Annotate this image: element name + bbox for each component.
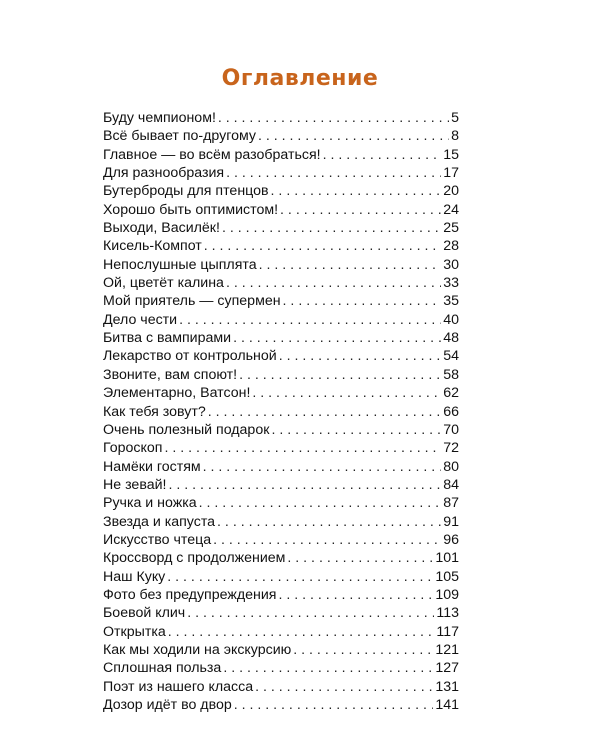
toc-entry-title: Бутерброды для птенцов	[103, 183, 269, 200]
toc-entry	[103, 347, 459, 365]
toc-entry-title: Гороскоп	[103, 440, 163, 457]
dot-leader	[168, 476, 441, 494]
toc-entry	[103, 568, 459, 586]
toc-entry-title: Намёки гостям	[103, 458, 201, 475]
dot-leader	[167, 568, 433, 586]
toc-entry-page-number: 66	[443, 403, 459, 420]
toc-entry-title: Непослушные цыплята	[103, 256, 257, 273]
toc-entry	[103, 476, 459, 494]
dot-leader	[255, 678, 433, 696]
toc-entry-title: Очень полезный подарок	[103, 421, 270, 438]
page-title: Оглавление	[221, 66, 379, 91]
toc-entry-page-number: 17	[443, 165, 459, 182]
dot-leader	[287, 549, 433, 567]
dot-leader	[226, 164, 441, 182]
toc-entry-page-number: 48	[443, 330, 459, 347]
toc-entry-title: Дозор идёт во двор	[103, 697, 232, 713]
dot-leader	[280, 201, 441, 219]
toc-entry-page-number: 109	[435, 586, 459, 603]
toc-entry-page-number: 80	[443, 458, 459, 475]
toc-entry	[103, 623, 459, 641]
dot-leader	[208, 403, 441, 421]
dot-leader	[218, 109, 449, 127]
toc-entry	[103, 439, 459, 457]
toc-entry	[103, 256, 459, 274]
toc-entry-title: Звезда и капуста	[103, 513, 216, 530]
dot-leader	[223, 659, 433, 677]
toc-entry-title: Кисель-Компот	[103, 238, 202, 255]
toc-entry-page-number: 101	[435, 550, 459, 567]
toc-entry-page-number: 30	[443, 256, 459, 273]
toc-entry-title: Ручка и ножка	[103, 495, 197, 512]
toc-entry	[103, 109, 459, 127]
dot-leader	[239, 366, 441, 384]
dot-leader	[279, 347, 442, 365]
dot-leader	[271, 182, 442, 200]
toc-entry-page-number: 40	[443, 311, 459, 328]
dot-leader	[271, 421, 441, 439]
toc-entry	[103, 201, 459, 219]
dot-leader	[168, 623, 435, 641]
toc-entry	[103, 182, 459, 200]
toc-entry-page-number: 91	[443, 513, 459, 530]
dot-leader	[234, 696, 434, 714]
dot-leader	[323, 146, 442, 164]
toc-entry-page-number: 127	[435, 660, 459, 677]
toc-entry	[103, 513, 459, 531]
dot-leader	[187, 604, 434, 622]
toc-entry-title: Как тебя зовут?	[103, 403, 206, 420]
toc-entry-title: Искусство чтеца	[103, 531, 212, 548]
toc-entry	[103, 421, 459, 439]
toc-entry	[103, 366, 459, 384]
toc-entry-page-number: 25	[443, 220, 459, 237]
toc-entry-page-number: 20	[443, 183, 459, 200]
toc-entry-page-number: 28	[443, 238, 459, 255]
toc-entry-title: Всё бывает по-другому	[103, 128, 256, 145]
dot-leader	[233, 329, 441, 347]
toc-entry-title: Выходи, Василёк!	[103, 220, 220, 237]
toc-entry-page-number: 141	[435, 697, 459, 713]
toc-entry-page-number: 121	[435, 641, 459, 658]
toc-entry-title: Фото без предупреждения	[103, 586, 277, 603]
toc-entry-title: Битва с вампирами	[103, 330, 232, 347]
toc-entry	[103, 696, 459, 714]
toc-entry-page-number: 5	[451, 110, 459, 126]
toc-entry-page-number: 33	[443, 275, 459, 292]
toc-entry-page-number: 87	[443, 495, 459, 512]
toc-entry-page-number: 54	[443, 348, 459, 365]
dot-leader	[199, 494, 442, 512]
toc-entry	[103, 641, 459, 659]
dot-leader	[258, 127, 449, 145]
toc-entry-title: Как мы ходили на экскурсию	[103, 641, 292, 658]
toc-entry-title: Мой приятель — супермен	[103, 293, 281, 310]
toc-entry-page-number: 113	[436, 605, 459, 622]
toc-entry-title: Открытка	[103, 623, 166, 640]
toc-entry-title: Звоните, вам споют!	[103, 366, 238, 383]
toc-entry-title: Боевой клич	[103, 605, 186, 622]
dot-leader	[213, 531, 441, 549]
dot-leader	[259, 256, 442, 274]
toc-entry	[103, 659, 459, 677]
toc-entry	[103, 292, 459, 310]
toc-entry-title: Ой, цветёт калина	[103, 275, 224, 292]
toc-entry-title: Лекарство от контрольной	[103, 348, 277, 365]
dot-leader	[164, 439, 441, 457]
dot-leader	[252, 384, 441, 402]
toc-entry-title: Наш Куку	[103, 568, 166, 585]
toc-entry	[103, 403, 459, 421]
dot-leader	[179, 311, 441, 329]
toc-entry-title: Буду чемпионом!	[103, 110, 216, 126]
toc-entry-title: Элементарно, Ватсон!	[103, 385, 251, 402]
toc-entry-title: Главное — во всём разобраться!	[103, 146, 321, 163]
toc-entry-page-number: 70	[443, 421, 459, 438]
toc-entry-page-number: 8	[451, 128, 459, 145]
toc-entry-title: Для разнообразия	[103, 165, 225, 182]
toc-entry-page-number: 62	[443, 385, 459, 402]
toc-entry-page-number: 72	[443, 440, 459, 457]
dot-leader	[283, 292, 442, 310]
dot-leader	[217, 513, 441, 531]
toc-entry-page-number: 117	[436, 623, 459, 640]
toc-entry-title: Кроссворд с продолжением	[103, 550, 286, 567]
toc-entry	[103, 604, 459, 622]
toc-entry	[103, 219, 459, 237]
toc-entry-title: Не зевай!	[103, 476, 167, 493]
dot-leader	[222, 219, 441, 237]
toc-entry	[103, 549, 459, 567]
toc-entry-title: Сплошная польза	[103, 660, 222, 677]
toc-entry-page-number: 24	[443, 201, 459, 218]
dot-leader	[226, 274, 441, 292]
toc-entry-title: Дело чести	[103, 311, 178, 328]
toc-entry	[103, 384, 459, 402]
toc-entry	[103, 678, 459, 696]
toc-entry-page-number: 58	[443, 366, 459, 383]
toc-entry-page-number: 15	[443, 146, 459, 163]
toc-entry	[103, 458, 459, 476]
toc-entry	[103, 146, 459, 164]
table-of-contents	[103, 109, 459, 714]
toc-entry	[103, 586, 459, 604]
toc-entry	[103, 274, 459, 292]
toc-entry-page-number: 105	[435, 568, 459, 585]
toc-entry-page-number: 131	[435, 678, 459, 695]
toc-entry	[103, 311, 459, 329]
toc-entry	[103, 494, 459, 512]
toc-entry	[103, 237, 459, 255]
toc-entry-page-number: 84	[443, 476, 459, 493]
toc-entry	[103, 127, 459, 145]
toc-entry-page-number: 96	[443, 531, 459, 548]
toc-entry	[103, 164, 459, 182]
toc-entry-title: Хорошо быть оптимистом!	[103, 201, 279, 218]
toc-entry	[103, 329, 459, 347]
dot-leader	[203, 458, 442, 476]
toc-entry-title: Поэт из нашего класса	[103, 678, 254, 695]
toc-entry	[103, 531, 459, 549]
dot-leader	[278, 586, 433, 604]
dot-leader	[204, 237, 441, 255]
dot-leader	[293, 641, 433, 659]
toc-entry-page-number: 35	[443, 293, 459, 310]
